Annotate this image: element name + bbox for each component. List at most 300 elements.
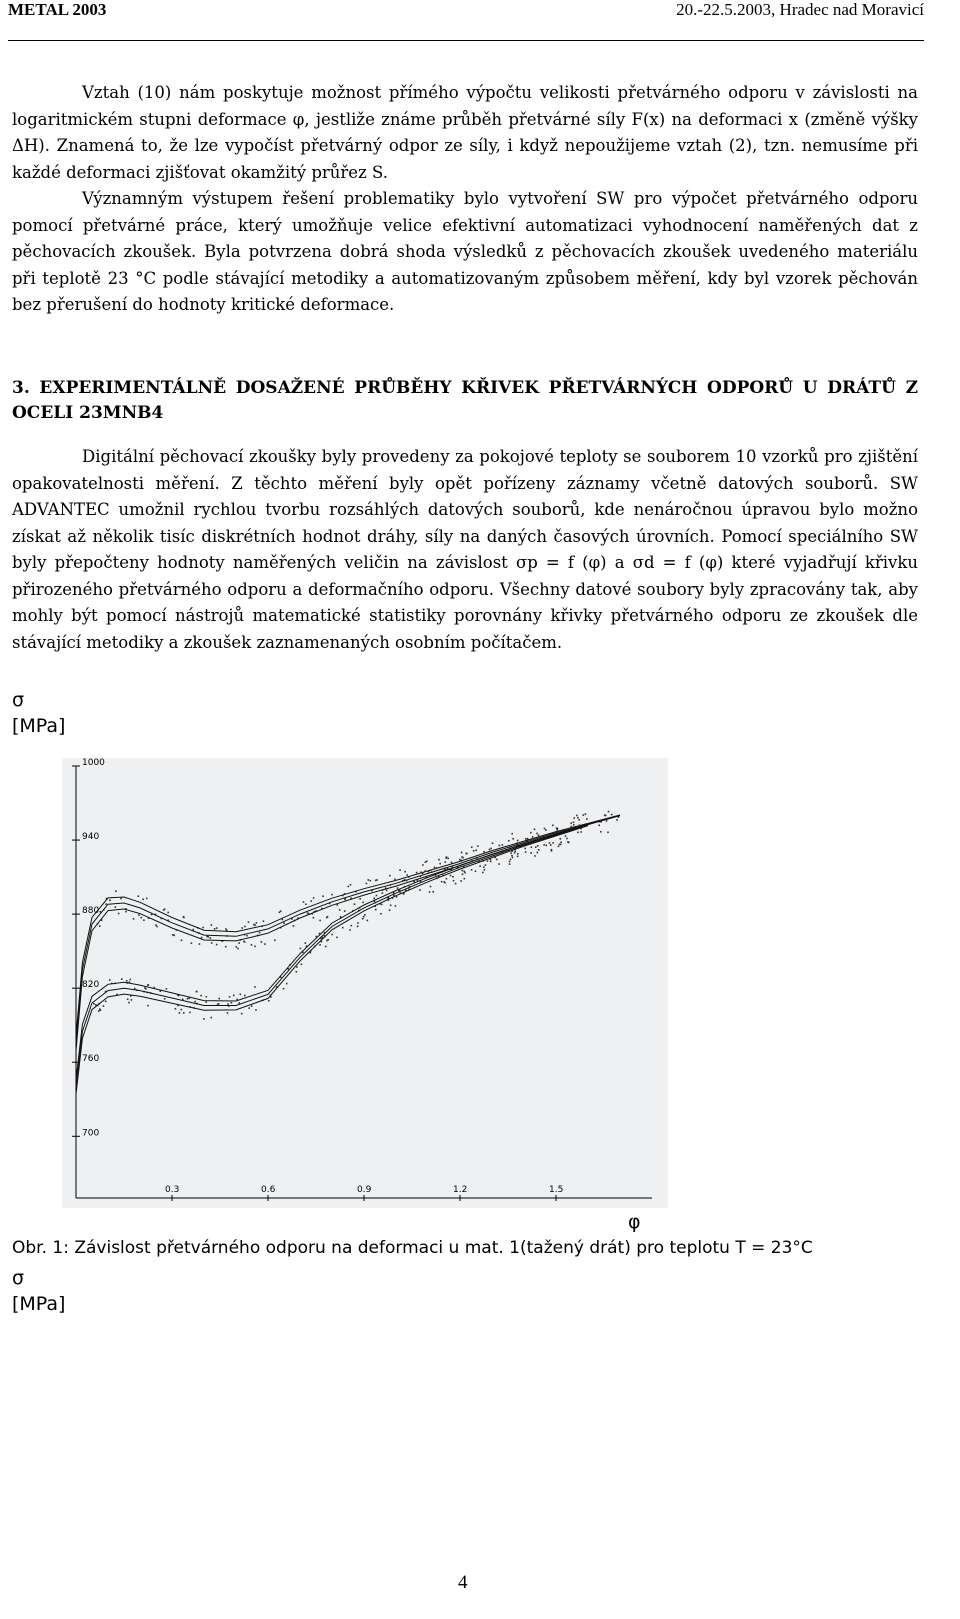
data-point [425, 861, 427, 863]
data-point [200, 995, 202, 997]
data-point [558, 846, 560, 848]
data-point [241, 1013, 243, 1015]
data-point [483, 851, 485, 853]
data-point [331, 894, 333, 896]
data-point [109, 899, 111, 901]
data-point [362, 918, 364, 920]
data-point [482, 872, 484, 874]
data-point [339, 909, 341, 911]
data-point [303, 901, 305, 903]
data-point [305, 903, 307, 905]
data-point [357, 922, 359, 924]
data-point [517, 856, 519, 858]
data-point [389, 875, 391, 877]
data-point [326, 917, 328, 919]
data-point [510, 859, 512, 861]
data-point [296, 971, 298, 973]
data-point [390, 884, 392, 886]
data-point [406, 874, 408, 876]
data-point [385, 887, 387, 889]
data-point [206, 936, 208, 938]
data-point [436, 867, 438, 869]
data-point [399, 869, 401, 871]
data-point [382, 892, 384, 894]
text-block-1 [12, 80, 918, 319]
data-point [565, 835, 567, 837]
data-point [380, 913, 382, 915]
data-point [536, 833, 538, 835]
data-point [573, 817, 575, 819]
data-point [451, 866, 453, 868]
data-point [422, 873, 424, 875]
data-point [534, 855, 536, 857]
y-tick-label: 760 [82, 1054, 100, 1065]
data-point [525, 851, 527, 853]
data-point [238, 942, 240, 944]
y-tick-label: 1000 [82, 758, 105, 768]
data-point [216, 927, 218, 929]
data-point [577, 832, 579, 834]
data-point [543, 844, 545, 846]
data-point [115, 906, 117, 908]
data-point [191, 942, 193, 944]
data-point [256, 922, 258, 924]
data-point [608, 811, 610, 813]
data-point [147, 984, 149, 986]
data-point [452, 876, 454, 878]
data-point [473, 850, 475, 852]
data-point [156, 926, 158, 928]
data-point [127, 998, 129, 1000]
data-point [344, 910, 346, 912]
data-point [466, 853, 468, 855]
data-point [527, 838, 529, 840]
data-point [570, 822, 572, 824]
data-point [390, 905, 392, 907]
data-point [538, 834, 540, 836]
data-point [559, 838, 561, 840]
data-point [229, 996, 231, 998]
data-point [283, 922, 285, 924]
text-block-2 [12, 444, 918, 656]
data-point [549, 842, 551, 844]
data-point [499, 845, 501, 847]
data-point [573, 821, 575, 823]
data-point [305, 942, 307, 944]
data-point [502, 844, 504, 846]
data-point [419, 875, 421, 877]
data-point [537, 852, 539, 854]
data-point [181, 1009, 183, 1011]
data-point [381, 904, 383, 906]
data-point [580, 831, 582, 833]
data-point [367, 920, 369, 922]
y-tick-label: 880 [82, 906, 100, 917]
data-point [187, 998, 189, 1000]
x-tick-label: 0.3 [165, 1185, 180, 1195]
data-point [103, 1005, 105, 1007]
data-point [99, 925, 101, 927]
data-point [389, 909, 391, 911]
data-point [175, 1008, 177, 1010]
data-point [322, 895, 324, 897]
data-point [510, 852, 512, 854]
data-point [134, 988, 136, 990]
data-point [600, 831, 602, 833]
data-point [205, 1001, 207, 1003]
data-point [286, 983, 288, 985]
data-point [447, 858, 449, 860]
data-point [138, 895, 140, 897]
data-point [573, 824, 575, 826]
data-point [498, 863, 500, 865]
data-point [525, 838, 527, 840]
data-point [244, 995, 246, 997]
data-point [438, 859, 440, 861]
data-point [485, 864, 487, 866]
data-point [147, 1005, 149, 1007]
data-point [461, 852, 463, 854]
data-point [366, 883, 368, 885]
data-point [201, 937, 203, 939]
data-point [210, 1017, 212, 1019]
data-point [146, 898, 148, 900]
data-point [477, 845, 479, 847]
data-point [244, 926, 246, 928]
data-point [105, 1001, 107, 1003]
data-point [307, 912, 309, 914]
data-point [164, 998, 166, 1000]
data-point [460, 880, 462, 882]
data-point [263, 920, 265, 922]
data-point [216, 944, 218, 946]
data-point [576, 815, 578, 817]
data-point [535, 837, 537, 839]
data-point [514, 852, 516, 854]
data-point [489, 849, 491, 851]
data-point [125, 911, 127, 913]
data-point [128, 1002, 130, 1004]
data-point [235, 946, 237, 948]
data-point [451, 862, 453, 864]
data-point [211, 942, 213, 944]
data-point [496, 859, 498, 861]
data-point [446, 878, 448, 880]
data-point [471, 869, 473, 871]
data-point [351, 925, 353, 927]
data-point [479, 865, 481, 867]
data-point [570, 827, 572, 829]
data-point [446, 856, 448, 858]
data-point [517, 840, 519, 842]
data-point [453, 880, 455, 882]
data-point [464, 878, 466, 880]
data-point [606, 820, 608, 822]
data-point [585, 813, 587, 815]
header-divider [8, 40, 924, 41]
data-point [172, 934, 174, 936]
data-point [450, 875, 452, 877]
data-point [605, 815, 607, 817]
data-point [142, 899, 144, 901]
data-point [248, 921, 250, 923]
data-point [406, 880, 408, 882]
data-point [530, 852, 532, 854]
data-point [397, 887, 399, 889]
data-point [537, 845, 539, 847]
data-point [430, 886, 432, 888]
data-point [434, 867, 436, 869]
data-point [512, 857, 514, 859]
data-point [237, 948, 239, 950]
data-point [354, 903, 356, 905]
data-point [300, 948, 302, 950]
data-point [118, 913, 120, 915]
data-point [319, 944, 321, 946]
data-point [428, 871, 430, 873]
data-point [301, 963, 303, 965]
data-point [386, 890, 388, 892]
data-point [163, 909, 165, 911]
data-point [251, 944, 253, 946]
data-point [325, 946, 327, 948]
data-point [227, 1012, 229, 1014]
data-point [395, 905, 397, 907]
data-point [183, 916, 185, 918]
data-point [225, 928, 227, 930]
data-point [367, 879, 369, 881]
data-point [189, 1012, 191, 1014]
page-number: 4 [458, 1572, 468, 1593]
data-point [167, 912, 169, 914]
data-point [459, 859, 461, 861]
data-point [578, 819, 580, 821]
data-point [100, 1009, 102, 1011]
data-point [254, 924, 256, 926]
data-point [443, 881, 445, 883]
y-tick-label: 820 [82, 980, 100, 991]
data-point [138, 914, 140, 916]
data-point [327, 939, 329, 941]
conference-date-place: 20.-22.5.2003, Hradec nad Moravicí [676, 0, 924, 19]
data-point [545, 845, 547, 847]
data-point [484, 869, 486, 871]
data-point [579, 824, 581, 826]
data-point [133, 918, 135, 920]
data-point [313, 897, 315, 899]
data-point [199, 943, 201, 945]
data-point [524, 848, 526, 850]
data-point [362, 902, 364, 904]
data-point [141, 917, 143, 919]
data-point [490, 861, 492, 863]
x-tick-label: 0.9 [357, 1185, 372, 1195]
data-point [552, 825, 554, 827]
data-point [461, 856, 463, 858]
data-point [376, 895, 378, 897]
figure-1-x-symbol: φ [628, 1211, 641, 1233]
data-point [530, 839, 532, 841]
data-point [129, 979, 131, 981]
paragraph-1: Vztah (10) nám poskytuje možnost přímého výpočtu velikosti přetvárného odporu v závislosti na logaritmickém stupni deformace φ, jestliže známe průběh přetvárné síly F(x) na deformaci x (změně výšky ΔH). Znamená to, že lze vypočíst přetvárný odpor ze síly, i když nepoužijeme vztah (2), tzn. nemusíme při každé deformaci zjišťovat okamžitý průřez S. [12, 83, 918, 182]
data-point [455, 883, 457, 885]
data-point [240, 994, 242, 996]
data-point [512, 838, 514, 840]
data-point [545, 829, 547, 831]
data-point [268, 1000, 270, 1002]
data-point [202, 927, 204, 929]
data-point [487, 860, 489, 862]
data-point [211, 924, 213, 926]
data-point [218, 998, 220, 1000]
chart-background [62, 758, 668, 1208]
data-point [145, 988, 147, 990]
data-point [359, 898, 361, 900]
paragraph-2: Významným výstupem řešení problematiky bylo vytvoření SW pro výpočet přetvárného odporu pomocí přetvárné práce, který umožňuje velice efektivní automatizaci vyhodnocení naměřených dat z pěchovacích zkoušek. Byla potvrzena dobrá shoda výsledků z pěchovacích zkoušek uvedeného materiálu při teplotě 23 °C podle stávající metodiky a automatizovaným způsobem měření, kdy byl vzorek pěchován bez přerušení do hodnoty kritické deformace. [12, 189, 918, 314]
data-point [115, 890, 117, 892]
data-point [552, 842, 554, 844]
data-point [279, 911, 281, 913]
data-point [426, 861, 428, 863]
data-point [511, 833, 513, 835]
data-point [567, 828, 569, 830]
data-point [616, 819, 618, 821]
data-point [404, 871, 406, 873]
data-point [274, 939, 276, 941]
figure-2-y-unit: [MPa] [12, 1293, 66, 1315]
figure-1-chart [62, 758, 668, 1208]
data-point [443, 868, 445, 870]
data-point [254, 946, 256, 948]
data-point [214, 928, 216, 930]
data-point [514, 850, 516, 852]
data-point [556, 827, 558, 829]
data-point [183, 1012, 185, 1014]
data-point [429, 891, 431, 893]
data-point [403, 893, 405, 895]
data-point [566, 838, 568, 840]
data-point [416, 872, 418, 874]
figure-1-y-unit: [MPa] [12, 715, 66, 737]
data-point [492, 842, 494, 844]
data-point [192, 929, 194, 931]
data-point [357, 926, 359, 928]
data-point [560, 841, 562, 843]
data-point [471, 846, 473, 848]
data-point [607, 832, 609, 834]
data-point [120, 898, 122, 900]
data-point [205, 996, 207, 998]
data-point [534, 828, 536, 830]
data-point [568, 842, 570, 844]
data-point [121, 978, 123, 980]
data-point [363, 916, 365, 918]
figure-2-y-symbol: σ [12, 1267, 25, 1289]
y-tick-label: 700 [82, 1128, 100, 1139]
data-point [241, 927, 243, 929]
section-heading: 3. EXPERIMENTÁLNĚ DOSAŽENÉ PRŮBĚHY KŘIVEK PŘETVÁRNÝCH ODPORŮ U DRÁTŮ Z OCELI 23MNB4 [12, 378, 918, 423]
data-point [375, 909, 377, 911]
data-point [538, 849, 540, 851]
data-point [475, 849, 477, 851]
data-point [259, 932, 261, 934]
data-point [560, 844, 562, 846]
data-point [225, 946, 227, 948]
data-point [293, 925, 295, 927]
data-point [98, 1010, 100, 1012]
data-point [296, 966, 298, 968]
data-point [283, 988, 285, 990]
data-point [461, 870, 463, 872]
data-point [93, 1003, 95, 1005]
data-point [432, 891, 434, 893]
data-point [583, 814, 585, 816]
data-point [464, 872, 466, 874]
data-point [544, 828, 546, 830]
data-point [577, 817, 579, 819]
data-point [509, 863, 511, 865]
data-point [531, 846, 533, 848]
data-point [611, 814, 613, 816]
data-point [373, 898, 375, 900]
data-point [254, 986, 256, 988]
conference-name: METAL 2003 [8, 0, 107, 19]
x-tick-label: 1.2 [453, 1185, 468, 1195]
data-point [598, 824, 600, 826]
data-point [194, 1001, 196, 1003]
data-point [227, 1003, 229, 1005]
data-point [462, 873, 464, 875]
data-point [105, 903, 107, 905]
data-point [255, 1009, 257, 1011]
data-point [109, 979, 111, 981]
data-point [246, 935, 248, 937]
data-point [475, 870, 477, 872]
data-point [155, 924, 157, 926]
data-point [264, 943, 266, 945]
data-point [181, 939, 183, 941]
data-point [511, 855, 513, 857]
data-point [551, 849, 553, 851]
data-point [331, 934, 333, 936]
data-point [349, 929, 351, 931]
figure-1-y-symbol: σ [12, 689, 25, 711]
data-point [460, 859, 462, 861]
data-point [550, 844, 552, 846]
data-point [535, 846, 537, 848]
data-point [143, 919, 145, 921]
data-point [394, 879, 396, 881]
data-point [517, 853, 519, 855]
data-point [419, 889, 421, 891]
data-point [244, 941, 246, 943]
data-point [348, 886, 350, 888]
data-point [490, 848, 492, 850]
data-point [364, 914, 366, 916]
data-point [270, 996, 272, 998]
data-point [310, 900, 312, 902]
x-tick-label: 0.6 [261, 1185, 276, 1195]
data-point [382, 889, 384, 891]
data-point [350, 884, 352, 886]
data-point [313, 917, 315, 919]
data-point [238, 1002, 240, 1004]
data-point [95, 1004, 97, 1006]
data-point [196, 991, 198, 993]
data-point [422, 864, 424, 866]
data-point [233, 995, 235, 997]
data-point [319, 920, 321, 922]
